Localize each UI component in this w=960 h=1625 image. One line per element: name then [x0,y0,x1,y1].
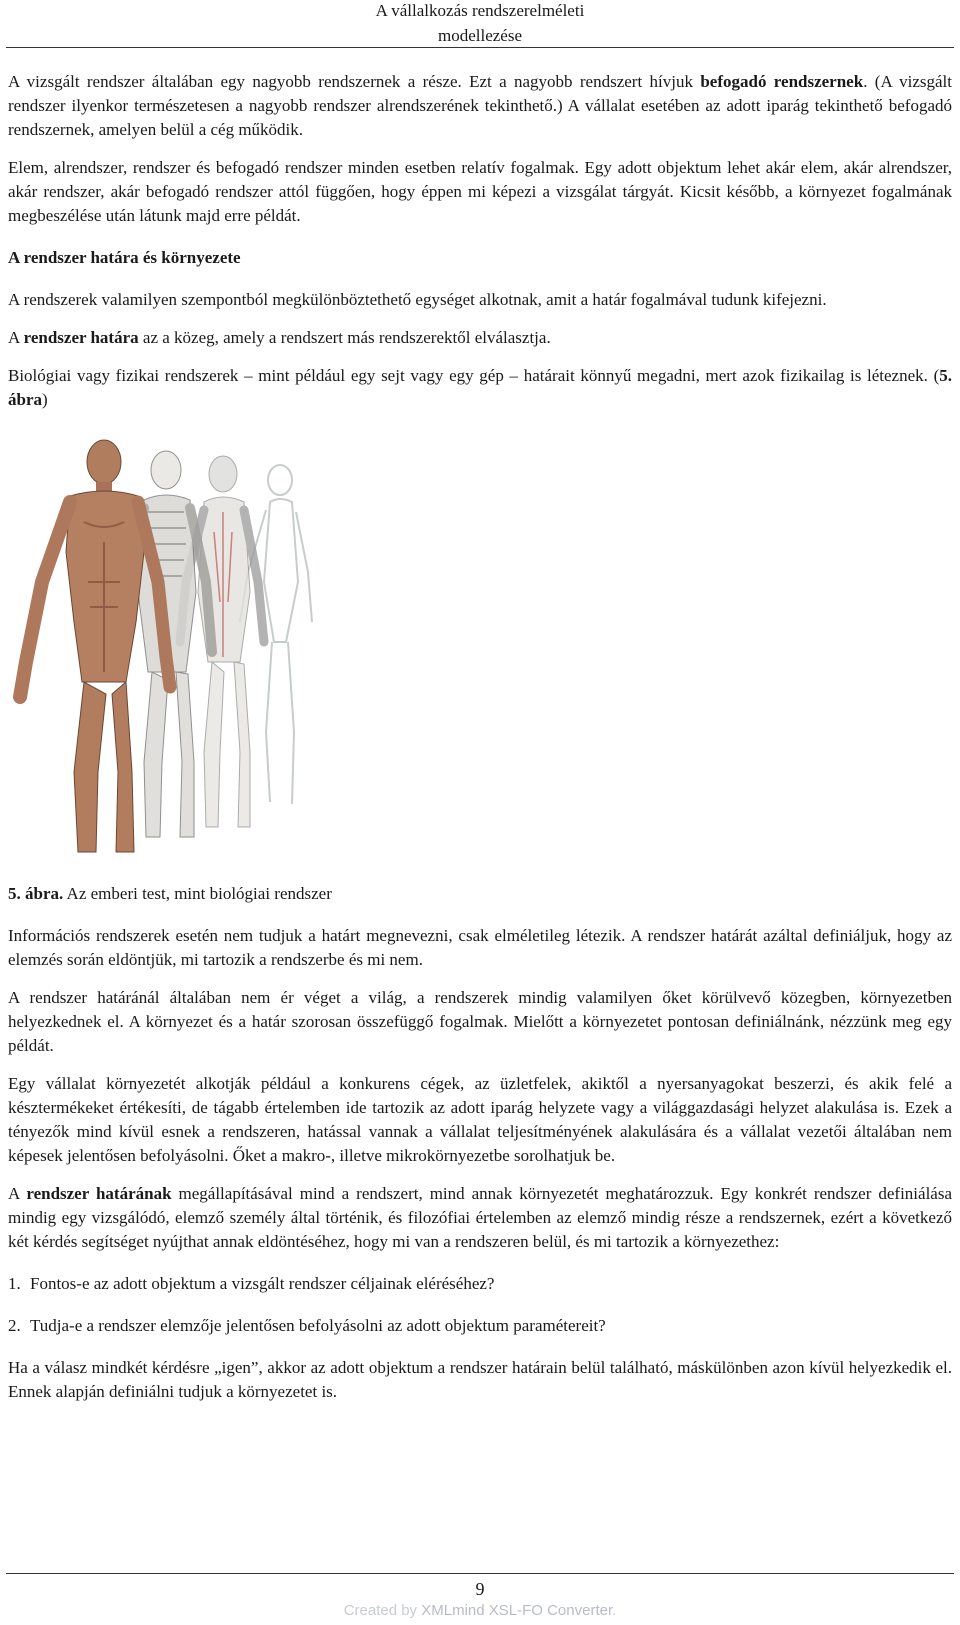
credit-suffix: . [612,1602,617,1619]
term-befogado-rendszer: befogadó rendszernek [700,72,864,91]
converter-credit [0,1601,960,1621]
text-run: megállapításával mind a rendszert, mind annak környezetét meghatározzuk. Egy konkrét rendszer definiálása mindig egy vizsgálódó, elemző személy által történik, és filozófiai értelemben az elemző mindig része a rendszernek, ezért a következő két kérdés segítséget nyújthat annak eldöntéséhez, hogy mi van a rendszeren belül, és mi tartozik a környezethez: [8,1184,952,1251]
page-header [0,0,960,48]
credit-brand: XMLmind XSL-FO Converter [421,1602,613,1619]
figure-caption [8,882,952,906]
credit-prefix: Created by [343,1602,422,1619]
text-run: Biológiai vagy fizikai rendszerek – mint például egy sejt vagy egy gép – határait könnyű megadni, mert azok fizikailag is léteznek. ( [8,366,940,385]
list-item [8,1272,952,1296]
human-body-figure [8,432,428,862]
section-heading: A rendszer határa és környezete [8,248,241,267]
page-number: 9 [475,1579,485,1599]
main-content [8,70,952,1404]
list-text: Tudja-e a rendszer elemzője jelentősen befolyásolni az adott objektum paramétereit? [30,1316,606,1335]
paragraph-biologiai [8,364,952,412]
term-rendszer-hataranak: rendszer határának [26,1184,172,1203]
footer-rule [6,1573,954,1574]
term-rendszer-hatara: rendszer határa [23,328,139,347]
caption-text: Az emberi test, mint biológiai rendszer [63,884,332,903]
figure-reference: 5. ábra [8,366,952,409]
header-rule [6,47,954,48]
paragraph-befogado [8,70,952,142]
list-item [8,1314,952,1338]
paragraph-hatar: A rendszerek valamilyen szempontból megkülönböztethető egységet alkotnak, amit a határ fogalmával tudunk kifejezni. [8,290,827,309]
paragraph-vallalat-kornyezet: Egy vállalat környezetét alkotják például a konkurens cégek, az üzletfelek, akiktől a nyersanyagokat beszerzi, és akik felé a késztermékeket értékesíti, de tágabb értelemben ide tartozik az adott iparág helyzete vagy a világgazdasági helyzet alakulása is. Ezek a tényezők mind kívül esnek a rendszeren, hatással vannak a vállalat teljesítményének alakulására és a vállalat vezetői általában nem képesek jelentősen befolyásolni. Őket a makro-, illetve mikrokörnyezetbe sorolhatjuk be. [8,1074,952,1165]
text-run: A [8,1184,27,1203]
text-run: A vizsgált rendszer általában egy nagyobb rendszernek a része. Ezt a nagyobb rendszert hívjuk [8,72,701,91]
human-body-illustration [8,432,428,862]
text-run: A [8,328,24,347]
list-number: 1. [8,1274,21,1293]
list-number: 2. [8,1316,21,1335]
paragraph-valasz: Ha a válasz mindkét kérdésre „igen”, akkor az adott objektum a rendszer határain belül található, máskülönben azon kívül helyezkedik el. Ennek alapján definiálni tudjuk a környezetet is. [8,1358,952,1401]
lymphatic-figure [240,465,312,804]
header-title: A vállalkozás rendszerelméleti modellezése [375,1,585,45]
text-run: az a közeg, amely a rendszert más rendszerektől elválasztja. [138,328,551,347]
paragraph-rendszer-hatara-megallapitas [8,1182,952,1254]
paragraph-kornyezet: A rendszer határánál általában nem ér véget a világ, a rendszerek mindig valamilyen őket körülvevő közegben, környezetben helyezkednek el. A környezet és a határ szorosan összefüggő fogalmak. Mielőtt a környezetet pontosan definiálnánk, nézzünk meg egy példát. [8,988,952,1055]
list-text: Fontos-e az adott objektum a vizsgált rendszer céljainak eléréséhez? [30,1274,495,1293]
paragraph-rendszer-hatara [8,326,952,350]
paragraph-relativ-fogalmak: Elem, alrendszer, rendszer és befogadó rendszer minden esetben relatív fogalmak. Egy adott objektum lehet akár elem, akár alrendszer, akár rendszer, akár befogadó rendszer attól függően, hogy éppen mi képezi a vizsgálat tárgyát. Kicsit később, a környezet fogalmának megbeszélése után látunk majd erre példát. [8,158,952,225]
paragraph-informacios: Információs rendszerek esetén nem tudjuk a határt megnevezni, csak elméletileg létezik. A rendszer határát azáltal definiáljuk, hogy az elemzés során eldöntjük, mi tartozik a rendszerbe és mi nem. [8,926,952,969]
text-run: ) [42,390,48,409]
caption-label: 5. ábra. [8,884,64,903]
text-run: . (A vizsgált rendszer ilyenkor természetesen a nagyobb rendszer alrendszerének tekinthető.) A vállalat esetében az adott iparág tekinthető befogadó rendszernek, amelyen belül a cég működik. [8,72,952,139]
